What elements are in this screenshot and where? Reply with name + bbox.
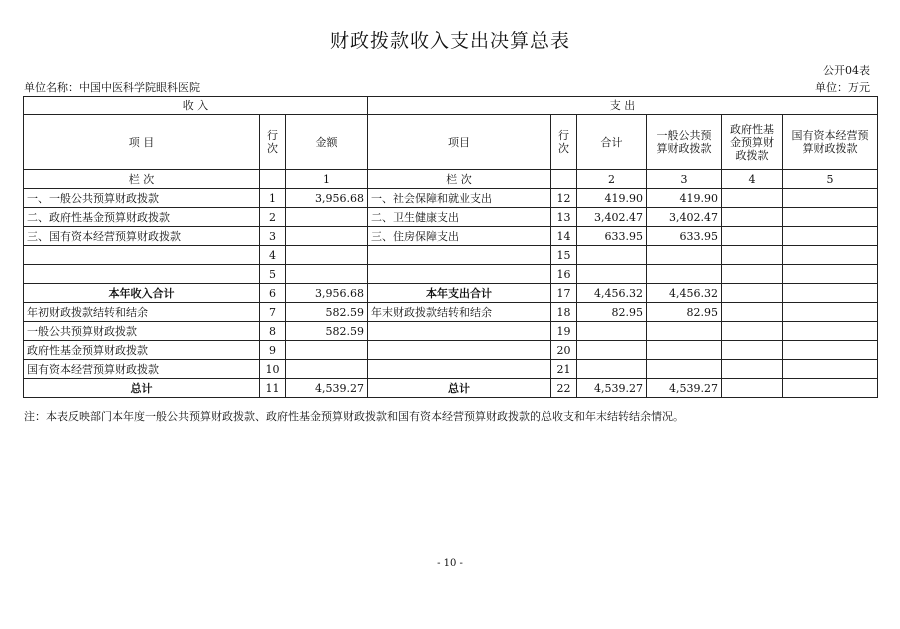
column-header-row [24, 115, 878, 170]
row-amount [286, 360, 368, 379]
row-number2: 12 [551, 189, 577, 208]
row-total: 419.90 [577, 189, 647, 208]
table-note: 注：本表反映部门本年度一般公共预算财政拨款、政府性基金预算财政拨款和国有资本经营预算财政拨款的总收支和年末结转结余情况。 [24, 410, 684, 423]
row-number: 1 [260, 189, 286, 208]
row-soe [783, 227, 878, 246]
row-total: 4,456.32 [577, 284, 647, 303]
row-general: 633.95 [647, 227, 722, 246]
row-amount [286, 227, 368, 246]
currency-unit: 单位：万元 [815, 81, 870, 94]
row-item: 一、一般公共预算财政拨款 [24, 189, 260, 208]
table-row [24, 341, 878, 360]
row-item2: 三、住房保障支出 [368, 227, 551, 246]
row-soe [783, 360, 878, 379]
row-general: 3,402.47 [647, 208, 722, 227]
row-number2: 14 [551, 227, 577, 246]
row-fund [722, 379, 783, 398]
row-total: 4,539.27 [577, 379, 647, 398]
row-soe [783, 341, 878, 360]
row-item2 [368, 265, 551, 284]
table-row [24, 208, 878, 227]
row-item2: 年末财政拨款结转和结余 [368, 303, 551, 322]
row-general: 419.90 [647, 189, 722, 208]
col-no-label: 栏 次 [24, 170, 260, 189]
col-no-1: 1 [286, 170, 368, 189]
row-amount: 582.59 [286, 303, 368, 322]
row-amount [286, 265, 368, 284]
table-row [24, 303, 878, 322]
row-total: 633.95 [577, 227, 647, 246]
row-item: 年初财政拨款结转和结余 [24, 303, 260, 322]
row-general [647, 360, 722, 379]
row-item: 本年收入合计 [24, 284, 260, 303]
row-number: 9 [260, 341, 286, 360]
col-no-5: 5 [783, 170, 878, 189]
header-item: 项 目 [24, 115, 260, 170]
header-row-no2: 行 次 [551, 115, 577, 170]
row-soe [783, 246, 878, 265]
page-number: - 10 - [437, 558, 463, 569]
header-fund: 政府性基金预算财政拨款 [722, 115, 783, 170]
row-general [647, 322, 722, 341]
table-row [24, 246, 878, 265]
row-total: 82.95 [577, 303, 647, 322]
row-total [577, 265, 647, 284]
row-general: 4,456.32 [647, 284, 722, 303]
row-soe [783, 284, 878, 303]
row-total [577, 360, 647, 379]
row-item2: 二、卫生健康支出 [368, 208, 551, 227]
row-item2 [368, 322, 551, 341]
row-item2: 本年支出合计 [368, 284, 551, 303]
row-amount: 582.59 [286, 322, 368, 341]
table-row [24, 227, 878, 246]
row-number2: 17 [551, 284, 577, 303]
row-amount [286, 246, 368, 265]
row-fund [722, 322, 783, 341]
form-number: 公开04表 [823, 64, 870, 77]
row-general [647, 341, 722, 360]
row-number2: 18 [551, 303, 577, 322]
row-soe [783, 303, 878, 322]
table-row [24, 360, 878, 379]
row-number2: 16 [551, 265, 577, 284]
row-total [577, 246, 647, 265]
col-no-3: 3 [647, 170, 722, 189]
row-fund [722, 265, 783, 284]
row-number2: 21 [551, 360, 577, 379]
table-row [24, 265, 878, 284]
table-row [24, 379, 878, 398]
row-fund [722, 360, 783, 379]
header-item2: 项目 [368, 115, 551, 170]
row-number2: 20 [551, 341, 577, 360]
row-item2: 一、社会保障和就业支出 [368, 189, 551, 208]
row-fund [722, 303, 783, 322]
expense-section-header: 支 出 [368, 97, 878, 115]
row-soe [783, 265, 878, 284]
row-amount: 3,956.68 [286, 189, 368, 208]
row-general: 82.95 [647, 303, 722, 322]
row-number2: 19 [551, 322, 577, 341]
row-fund [722, 284, 783, 303]
row-item2 [368, 360, 551, 379]
row-amount [286, 208, 368, 227]
unit-name: 单位名称：中国中医科学院眼科医院 [24, 81, 200, 94]
row-fund [722, 208, 783, 227]
row-general [647, 246, 722, 265]
page-title: 财政拨款收入支出决算总表 [329, 30, 570, 52]
table-row [24, 284, 878, 303]
row-soe [783, 189, 878, 208]
table-row [24, 322, 878, 341]
row-soe [783, 379, 878, 398]
row-item: 二、政府性基金预算财政拨款 [24, 208, 260, 227]
row-number: 10 [260, 360, 286, 379]
column-number-row [24, 170, 878, 189]
row-fund [722, 246, 783, 265]
row-soe [783, 208, 878, 227]
header-amount: 金额 [286, 115, 368, 170]
row-item [24, 265, 260, 284]
row-item2: 总计 [368, 379, 551, 398]
row-number: 8 [260, 322, 286, 341]
row-item [24, 246, 260, 265]
row-fund [722, 341, 783, 360]
row-item: 政府性基金预算财政拨款 [24, 341, 260, 360]
row-soe [783, 322, 878, 341]
row-number: 6 [260, 284, 286, 303]
row-fund [722, 189, 783, 208]
row-number: 5 [260, 265, 286, 284]
row-item: 一般公共预算财政拨款 [24, 322, 260, 341]
header-total: 合计 [577, 115, 647, 170]
row-amount [286, 341, 368, 360]
header-general: 一般公共预算财政拨款 [647, 115, 722, 170]
section-header-row [24, 97, 878, 115]
row-number2: 15 [551, 246, 577, 265]
row-amount: 3,956.68 [286, 284, 368, 303]
table-row [24, 189, 878, 208]
row-fund [722, 227, 783, 246]
row-item: 三、国有资本经营预算财政拨款 [24, 227, 260, 246]
row-number: 3 [260, 227, 286, 246]
row-general [647, 265, 722, 284]
row-item: 总计 [24, 379, 260, 398]
row-number2: 22 [551, 379, 577, 398]
income-section-header: 收 入 [24, 97, 368, 115]
col-no-label2: 栏 次 [368, 170, 551, 189]
row-amount: 4,539.27 [286, 379, 368, 398]
row-number: 7 [260, 303, 286, 322]
row-item2 [368, 341, 551, 360]
row-number: 11 [260, 379, 286, 398]
row-total [577, 341, 647, 360]
header-row-no: 行 次 [260, 115, 286, 170]
col-no-4: 4 [722, 170, 783, 189]
row-total [577, 322, 647, 341]
row-general: 4,539.27 [647, 379, 722, 398]
col-no-2: 2 [577, 170, 647, 189]
row-item: 国有资本经营预算财政拨款 [24, 360, 260, 379]
budget-table [23, 96, 878, 398]
header-soe: 国有资本经营预算财政拨款 [783, 115, 878, 170]
row-number: 2 [260, 208, 286, 227]
row-item2 [368, 246, 551, 265]
row-total: 3,402.47 [577, 208, 647, 227]
row-number: 4 [260, 246, 286, 265]
row-number2: 13 [551, 208, 577, 227]
